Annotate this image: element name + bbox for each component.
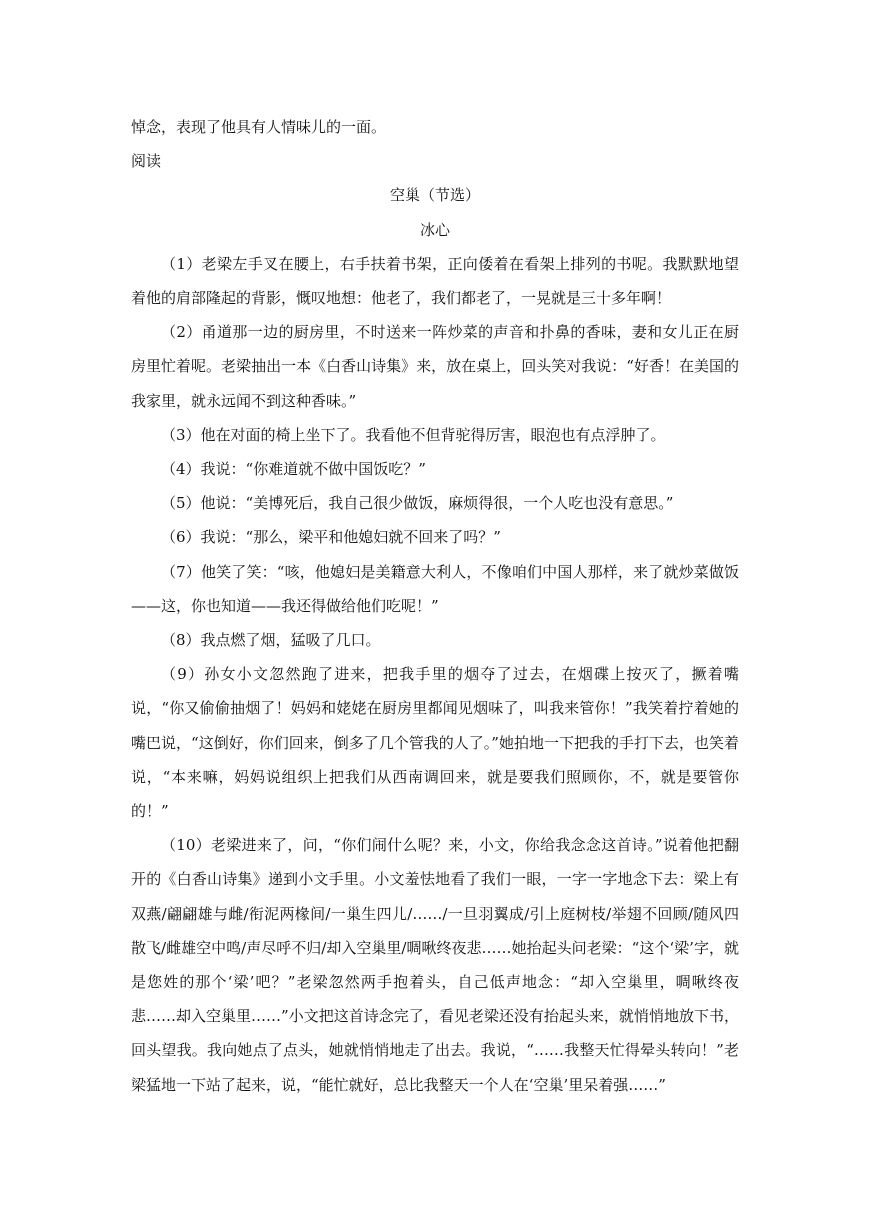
intro-line: 悼念，表现了他具有人情味儿的一面。 (131, 118, 387, 136)
paragraph-9: （9）孙女小文忽然跑了进来，把我手里的烟夺了过去，在烟碟上按灭了，撅着嘴说，“你又偷偷抽烟了！妈妈和姥姥在厨房里都闻见烟味了，叫我来管你！”我笑着拧着她的嘴巴说，“这倒好，你们回来，倒多了几个管我的人了。”她拍地一下把我的手打下去，也笑着说，“本来嘛，妈妈说组织上把我们从西南调回来，就是要我们照顾你，不，就是要管你的！” (131, 665, 739, 821)
article-title: 空巢（节选） (389, 186, 480, 205)
paragraph-7: （7）他笑了笑：“咳，他媳妇是美籍意大利人，不像咱们中国人那样，来了就炒菜做饭——这，你也知道——我还得做给他们吃呢！” (131, 562, 739, 615)
section-label: 阅读 (131, 152, 162, 171)
paragraph-3: （3）他在对面的椅上坐下了。我看他不但背驼得厉害，眼泡也有点浮肿了。 (161, 425, 666, 444)
article-author: 冰心 (419, 220, 450, 239)
paragraph-10: （10）老梁进来了，问，“你们闹什么呢？来，小文，你给我念念这首诗。”说着他把翻开的《白香山诗集》递到小文手里。小文羞怯地看了我们一眼，一字一字地念下去：梁上有双燕/翩翩雄与雌/衔泥两椽间/一巢生四儿/……/一旦羽翼成/引上庭树枝/举翅不回顾/随风四散飞/雌雄空中鸣/声尽呼不归/却入空巢里/啁啾终夜悲……她抬起头问老梁：“这个‘梁’字，就是您姓的那个‘梁’吧？”老梁忽然两手抱着头，自己低声地念：“却入空巢里，啁啾终夜悲……却入空巢里……”小文把这首诗念完了，看见老梁还没有抬起头来，就悄悄地放下书，回头望我。我向她点了点头，她就悄悄地走了出去。我说，“……我整天忙得晕头转向！”老梁猛地一下站了起来，说，“能忙就好，总比我整天一个人在‘空巢’里呆着强……” (131, 836, 739, 1094)
paragraph-6: （6）我说：“那么，梁平和他媳妇就不回来了吗？” (161, 528, 501, 547)
document-body (131, 110, 739, 1102)
paragraph-8: （8）我点燃了烟，猛吸了几口。 (161, 631, 381, 650)
paragraph-5: （5）他说：“美博死后，我自己很少做饭，麻烦得很，一个人吃也没有意思。” (161, 494, 674, 513)
paragraph-2: （2）甬道那一边的厨房里，不时送来一阵炒菜的声音和扑鼻的香味，妻和女儿正在厨房里忙着呢。老梁抽出一本《白香山诗集》来，放在桌上，回头笑对我说：“好香！在美国的我家里，就永远闻不到这种香味。” (131, 323, 739, 410)
paragraph-1: （1）老梁左手叉在腰上，右手扶着书架，正向倭着在看架上排列的书呢。我默默地望着他的肩部隆起的背影，慨叹地想：他老了，我们都老了，一晃就是三十多年啊！ (131, 254, 739, 308)
paragraph-4: （4）我说：“你难道就不做中国饭吃？” (161, 460, 426, 479)
